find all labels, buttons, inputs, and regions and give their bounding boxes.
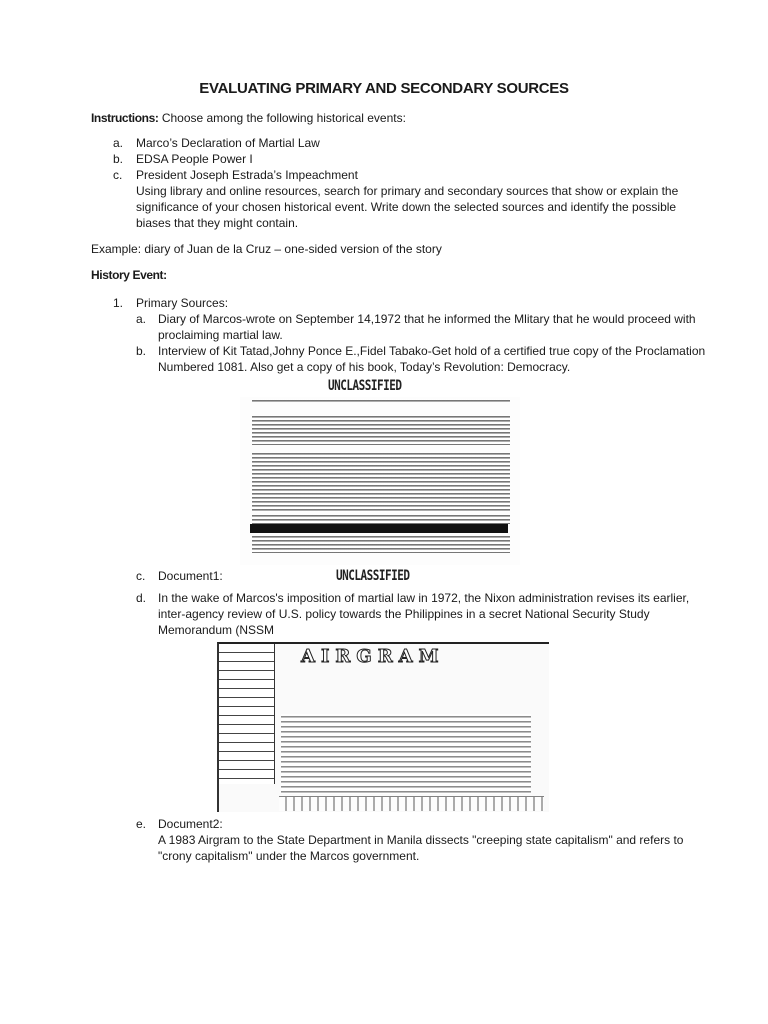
unclassified-stamp: UNCLASSIFIED [328,377,402,394]
airgram-heading: AIRGRAM [301,646,445,667]
primary-sources-label: Primary Sources: [136,296,229,310]
document-title: EVALUATING PRIMARY AND SECONDARY SOURCES [199,80,569,97]
source-item-text: inter-agency review of U.S. policy towards the Philippines in a secret National Security Study [158,607,650,621]
source-item-text: Interview of Kit Tatad,Johny Ponce E.,Fidel Tabako-Get hold of a certified true copy of the Proclamation [158,344,706,358]
instructions-label: Instructions: [91,111,159,125]
task-text: Using library and online resources, search for primary and secondary sources that show or explain the [136,184,679,198]
unclassified-document-scan [240,397,520,565]
history-event-label: History Event: [91,268,167,282]
list-marker: e. [136,817,147,831]
source-item-text: Numbered 1081. Also get a copy of his book, Today’s Revolution: Democracy. [158,360,571,374]
list-marker: c. [136,569,146,583]
unclassified-stamp: UNCLASSIFIED [336,567,410,584]
event-item: EDSA People Power I [136,152,253,166]
airgram-document-scan [217,642,549,812]
list-marker: a. [113,136,124,150]
event-item: President Joseph Estrada’s Impeachment [136,168,358,182]
source-item-text: A 1983 Airgram to the State Department in Manila dissects "creeping state capitalism" and refers to [158,833,684,847]
instructions-text: Choose among the following historical events: [161,111,406,125]
instructions [91,110,406,126]
list-marker: b. [113,152,124,166]
list-marker: c. [113,168,123,182]
list-marker: 1. [113,296,124,310]
task-text: biases that they might contain. [136,216,299,230]
list-marker: b. [136,344,147,358]
redaction-bar [250,524,508,533]
source-item-text: "crony capitalism" under the Marcos government. [158,849,420,863]
source-item-text: In the wake of Marcos's imposition of martial law in 1972, the Nixon administration revises its earlier, [158,591,690,605]
source-item-text: Document2: [158,817,223,831]
task-text: significance of your chosen historical event. Write down the selected sources and identify the possible [136,200,677,214]
source-item-text: Document1: [158,569,223,583]
source-item-text: proclaiming martial law. [158,328,283,342]
source-item-text: Diary of Marcos-wrote on September 14,1972 that he informed the Mlitary that he would proceed with [158,312,696,326]
source-item-text: Memorandum (NSSM [158,623,275,637]
list-marker: a. [136,312,147,326]
list-marker: d. [136,591,147,605]
example-text: Example: diary of Juan de la Cruz – one-sided version of the story [91,242,442,256]
event-item: Marco’s Declaration of Martial Law [136,136,320,150]
